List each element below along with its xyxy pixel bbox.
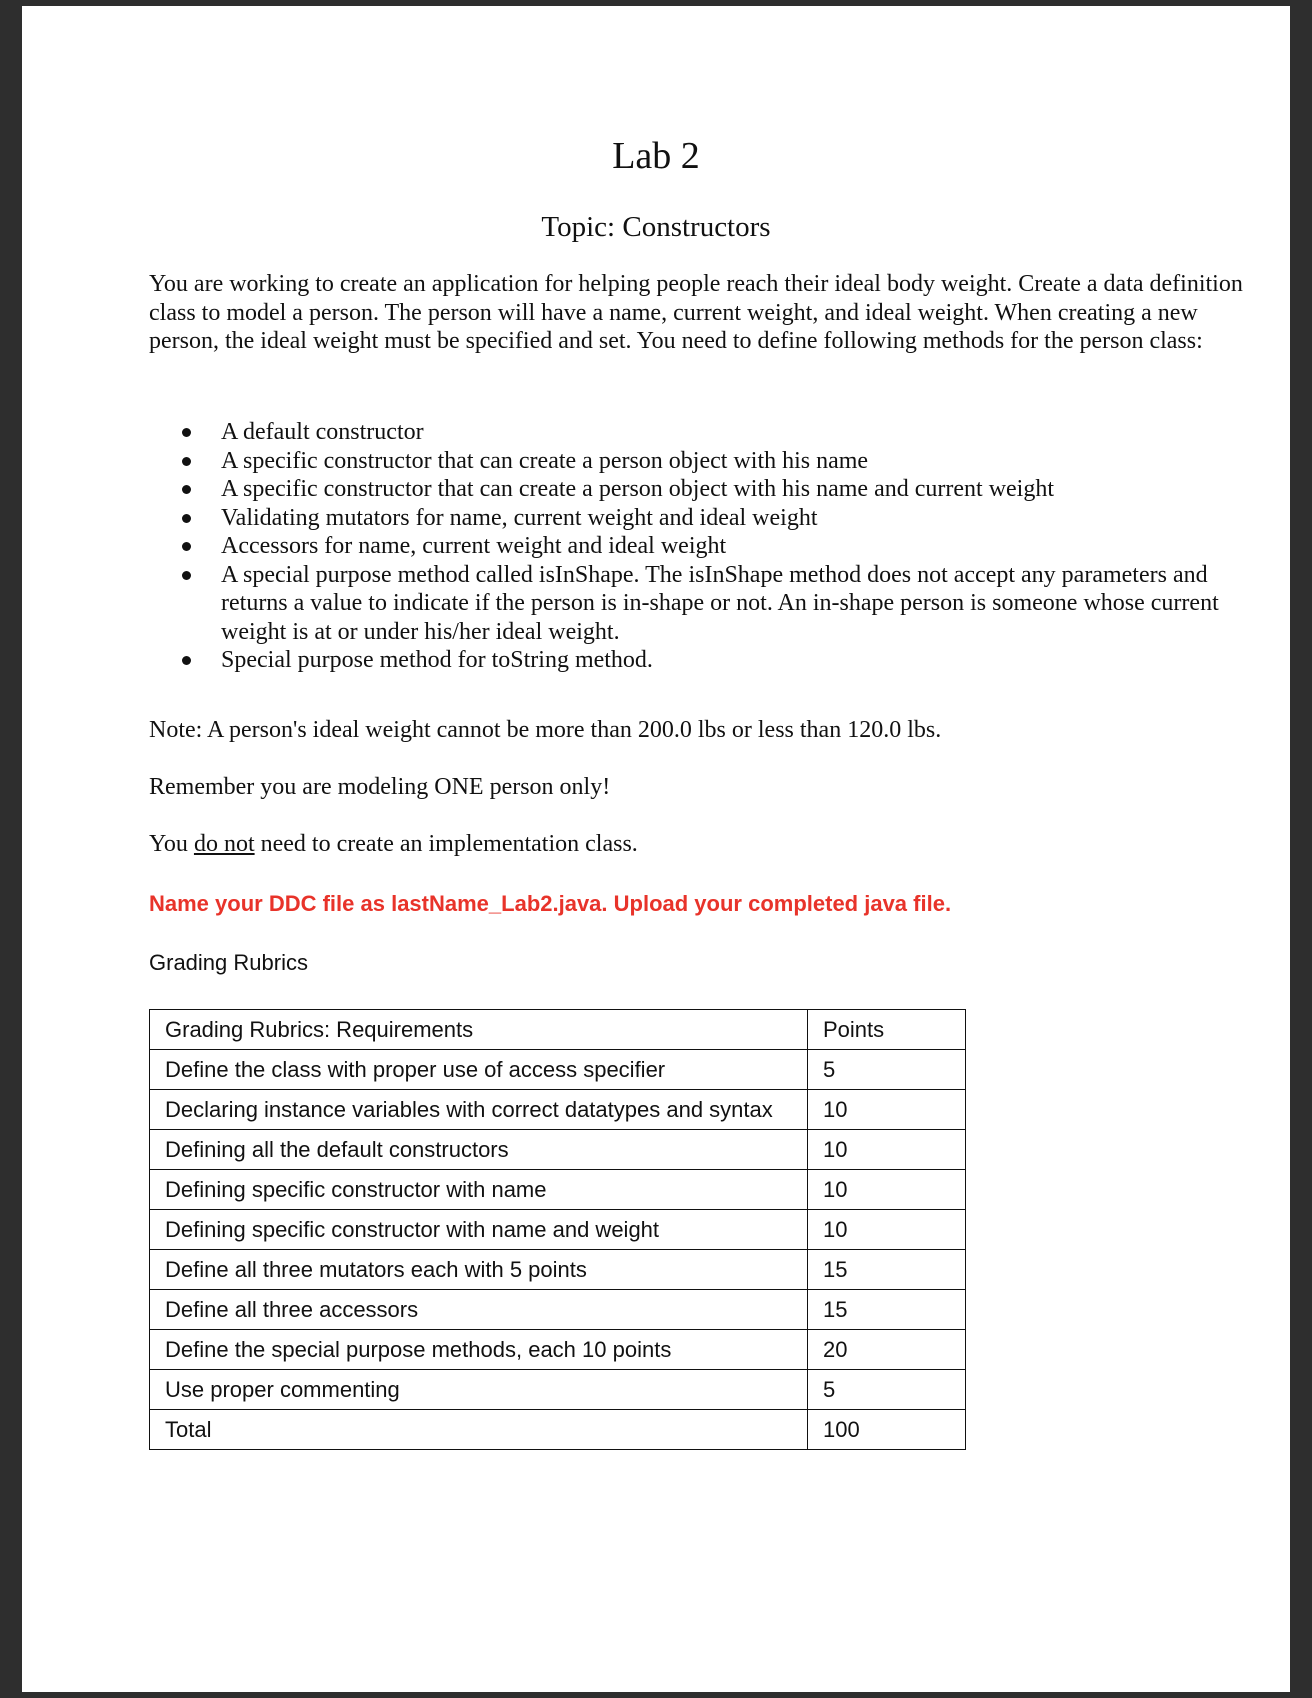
table-row (150, 1330, 966, 1370)
table-row (150, 1130, 966, 1170)
points-cell: 10 (808, 1130, 966, 1170)
list-item (149, 504, 1259, 533)
bullet-icon (182, 514, 191, 523)
list-item (149, 418, 1259, 447)
table-total-row (150, 1410, 966, 1450)
points-cell: 15 (808, 1250, 966, 1290)
points-cell: 20 (808, 1330, 966, 1370)
requirement-cell: Defining specific constructor with name (150, 1170, 808, 1210)
rubric-table (149, 1009, 966, 1450)
implementation-paragraph (149, 830, 638, 858)
list-item (149, 646, 1259, 675)
points-cell: 5 (808, 1050, 966, 1090)
table-row (150, 1090, 966, 1130)
table-row (150, 1370, 966, 1410)
list-item-text: A special purpose method called isInShape. The isInShape method does not accept any parameters and returns a value to indicate if the person is in-shape or not. An in-shape person is someone whose current weight is at or under his/her ideal weight. (221, 561, 1219, 645)
table-header-row (150, 1010, 966, 1050)
list-item-text: A specific constructor that can create a person object with his name and current weight (221, 476, 1055, 502)
total-label-cell: Total (150, 1410, 808, 1450)
requirement-cell: Define the special purpose methods, each 10 points (150, 1330, 808, 1370)
list-item (149, 447, 1259, 476)
requirement-cell: Define the class with proper use of access specifier (150, 1050, 808, 1090)
requirement-cell: Define all three accessors (150, 1290, 808, 1330)
bullet-icon (182, 428, 191, 437)
requirement-cell: Declaring instance variables with correct datatypes and syntax (150, 1090, 808, 1130)
list-item-text: Accessors for name, current weight and ideal weight (221, 533, 727, 559)
upload-instruction: Name your DDC file as lastName_Lab2.java. Upload your completed java file. (149, 891, 952, 916)
topic-subtitle: Topic: Constructors (541, 211, 771, 243)
table-row (150, 1170, 966, 1210)
requirement-cell: Define all three mutators each with 5 points (150, 1250, 808, 1290)
requirement-cell: Defining all the default constructors (150, 1130, 808, 1170)
points-cell: 10 (808, 1090, 966, 1130)
table-row (150, 1250, 966, 1290)
points-cell: 10 (808, 1210, 966, 1250)
rubric-heading: Grading Rubrics (149, 950, 308, 975)
points-cell: 15 (808, 1290, 966, 1330)
requirements-list (149, 418, 1259, 675)
requirement-cell: Use proper commenting (150, 1370, 808, 1410)
header-requirement-cell: Grading Rubrics: Requirements (150, 1010, 808, 1050)
table-row (150, 1290, 966, 1330)
bullet-icon (182, 457, 191, 466)
implementation-underlined-text: do not (193, 831, 255, 857)
list-item-text: Validating mutators for name, current weight and ideal weight (221, 504, 818, 531)
bullet-icon (182, 485, 191, 494)
intro-paragraph: You are working to create an application for helping people reach their ideal body weight. Create a data definition class to model a person. The person will have a name, current weight, and ideal weight. When creating a new person, the ideal weight must be specified and set. You need to define following methods for the person class: (149, 271, 1243, 354)
bullet-icon (182, 542, 191, 551)
remember-paragraph: Remember you are modeling ONE person only! (149, 774, 611, 800)
list-item (149, 532, 1259, 561)
list-item-text: A specific constructor that can create a person object with his name (221, 447, 869, 474)
points-cell: 10 (808, 1170, 966, 1210)
list-item (149, 561, 1259, 647)
total-points-cell: 100 (808, 1410, 966, 1450)
document-page (22, 6, 1290, 1692)
list-item-text: Special purpose method for toString method. (221, 647, 653, 673)
implementation-text-end: need to create an implementation class. (254, 831, 638, 857)
list-item (149, 475, 1259, 504)
page-title: Lab 2 (612, 135, 700, 177)
note-paragraph: Note: A person's ideal weight cannot be more than 200.0 lbs or less than 120.0 lbs. (149, 717, 942, 743)
table-row (150, 1210, 966, 1250)
header-points-cell: Points (808, 1010, 966, 1050)
table-row (150, 1050, 966, 1090)
list-item-text: A default constructor (221, 419, 424, 445)
points-cell: 5 (808, 1370, 966, 1410)
bullet-icon (182, 571, 191, 580)
implementation-text-start: You (149, 831, 194, 857)
requirement-cell: Defining specific constructor with name and weight (150, 1210, 808, 1250)
bullet-icon (182, 656, 191, 665)
